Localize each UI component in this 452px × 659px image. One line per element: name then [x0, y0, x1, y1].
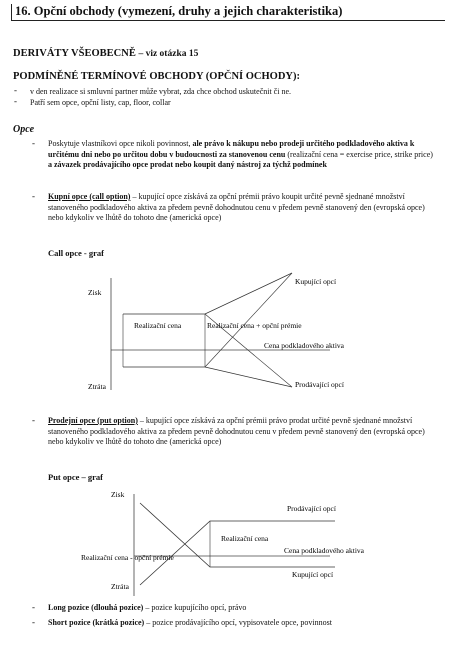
- bullet: -: [32, 415, 35, 425]
- call-ztrata: Ztráta: [88, 382, 106, 391]
- bullet: -: [14, 96, 17, 106]
- long-text: – pozice kupujícího opcí, právo: [143, 603, 247, 612]
- derivaty-heading-text: DERIVÁTY VŠEOBECNĚ: [13, 48, 136, 59]
- put-prodavajici: Prodávající opcí: [287, 504, 336, 513]
- opce-p1-b: ale právo k nákupu nebo prodeji určitého podkladového aktiva k určitému dni nebo po určitou dobu v budoucnosti za stanovenou cenu: [48, 139, 415, 159]
- derivaty-ref: – viz otázka 15: [138, 49, 199, 59]
- podminene-item-1: v den realizace si smluvní partner může vybrat, zda chce obchod uskutečnit či ne.: [30, 87, 292, 96]
- derivaty-heading: [13, 48, 198, 59]
- call-prodavajici: Prodávající opcí: [295, 380, 344, 389]
- call-buyer-line: [123, 273, 292, 314]
- bullet: -: [32, 602, 35, 612]
- call-kupujici: Kupující opcí: [295, 277, 337, 286]
- call-podkladove: Cena podkladového aktiva: [264, 341, 344, 350]
- put-text: – kupující opce získává za opční prémii právo prodat určité pevně sjednané množství stanoveného podkladového aktiva za předem pevně dohodnutou cenu v předem pevně stanovený den (evropská opce) nebo kdykoliv ve lhůtě do tohoto dne (americká opce): [48, 416, 425, 447]
- call-paragraph: [48, 192, 438, 224]
- call-realizacni-premie: Realizační cena + opční prémie: [207, 321, 302, 330]
- opce-p1-d: a závazek prodávajícího opce prodat nebo koupit daný nástroj za týchž podmínek: [48, 160, 327, 170]
- podminene-item-2: Patří sem opce, opční listy, cap, floor, collar: [30, 98, 171, 107]
- call-graph: [0, 268, 452, 398]
- put-paragraph: [48, 416, 440, 448]
- put-term: Prodejní opce (put option): [48, 416, 138, 425]
- put-realizacni-premie: Realizační cena - opční prémie: [81, 553, 174, 562]
- call-cross-2: [205, 273, 292, 367]
- put-graph: [0, 488, 452, 600]
- call-zisk: Zisk: [88, 288, 102, 297]
- long-term: Long pozice (dlouhá pozice): [48, 603, 144, 612]
- call-text: – kupující opce získává za opční prémii právo koupit určité pevně sjednané množství stanoveného podkladového aktiva za předem pevně dohodnutou cenu v předem pevně stanovený den (evropská opce) nebo kdykoliv ve lhůtě do tohoto dne (americká opce): [48, 192, 425, 223]
- call-seller-line: [123, 367, 292, 387]
- bullet: -: [32, 138, 35, 148]
- short-line: [48, 618, 332, 629]
- podminene-heading: PODMÍNĚNÉ TERMÍNOVÉ OBCHODY (OPČNÍ OCHODY):: [13, 71, 301, 82]
- bullet: -: [14, 85, 17, 95]
- opce-heading: Opce: [13, 124, 35, 135]
- put-kupujici: Kupující opcí: [292, 570, 334, 579]
- call-realizacni: Realizační cena: [134, 321, 182, 330]
- put-graph-label: Put opce – graf: [48, 472, 104, 482]
- call-term: Kupní opce (call option): [48, 192, 131, 201]
- opce-p1-c: (realizační cena = exercise price, strike price): [285, 149, 433, 159]
- opce-paragraph: [48, 139, 438, 171]
- call-graph-label: Call opce - graf: [48, 248, 104, 258]
- long-line: [48, 603, 246, 614]
- put-ztrata: Ztráta: [111, 582, 129, 591]
- opce-p1-a: Poskytuje vlastníkovi opce nikoli povinnost,: [48, 139, 193, 148]
- page-title: 16. Opční obchody (vymezení, druhy a jejich charakteristika): [11, 4, 445, 21]
- put-zisk: Zisk: [111, 490, 125, 499]
- short-text: – pozice prodávajícího opcí, vypisovatele opce, povinnost: [144, 618, 332, 627]
- bullet: -: [32, 191, 35, 201]
- put-podkladove: Cena podkladového aktiva: [284, 546, 364, 555]
- bullet: -: [32, 617, 35, 627]
- put-realizacni: Realizační cena: [221, 534, 269, 543]
- short-term: Short pozice (krátká pozice): [48, 618, 145, 627]
